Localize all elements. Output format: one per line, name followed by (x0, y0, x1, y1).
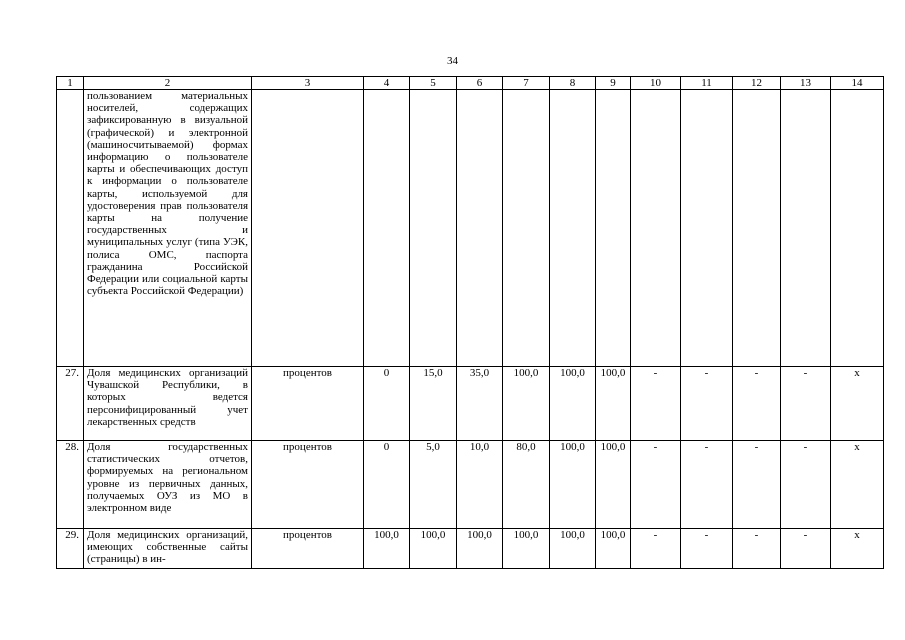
value-cell: - (733, 367, 781, 441)
value-cell: 35,0 (457, 367, 503, 441)
value-cell: - (631, 367, 681, 441)
value-cell: - (681, 441, 733, 529)
row-number: 29. (57, 529, 84, 569)
col-header-7: 7 (503, 77, 550, 90)
value-cell: 100,0 (550, 441, 596, 529)
value-cell: - (781, 367, 831, 441)
value-cell: 0 (364, 441, 410, 529)
value-cell (457, 90, 503, 367)
unit-cell: процентов (252, 529, 364, 569)
value-cell (364, 90, 410, 367)
indicators-table (56, 76, 884, 569)
value-cell: - (681, 367, 733, 441)
value-cell (503, 90, 550, 367)
value-cell: 100,0 (596, 441, 631, 529)
value-cell: 100,0 (457, 529, 503, 569)
col-header-10: 10 (631, 77, 681, 90)
value-cell: 5,0 (410, 441, 457, 529)
value-cell: - (733, 529, 781, 569)
page-number: 34 (447, 55, 458, 67)
row-number (57, 90, 84, 367)
table-row (57, 90, 884, 367)
col-header-14: 14 (831, 77, 884, 90)
col-header-11: 11 (681, 77, 733, 90)
value-cell: 100,0 (503, 529, 550, 569)
value-cell: 100,0 (550, 367, 596, 441)
indicator-name: пользованием материальных носителей, содержащих зафиксированную в визуальной (графической) и электронной (машиносчитываемой) формах информацию о пользователе карты и обеспечивающих доступ к информации о пользователе карты, используемой для удостоверения прав пользователя карты на получение государственных и муниципальных услуг (типа УЭК, полиса ОМС, паспорта гражданина Российской Федерации или социальной карты субъекта Российской Федерации) (84, 90, 252, 367)
value-cell: x (831, 529, 884, 569)
value-cell: 100,0 (550, 529, 596, 569)
value-cell: - (781, 529, 831, 569)
unit-cell (252, 90, 364, 367)
value-cell (550, 90, 596, 367)
col-header-1: 1 (57, 77, 84, 90)
col-header-3: 3 (252, 77, 364, 90)
value-cell: 100,0 (364, 529, 410, 569)
value-cell: 0 (364, 367, 410, 441)
col-header-13: 13 (781, 77, 831, 90)
value-cell: 100,0 (503, 367, 550, 441)
value-cell: 100,0 (596, 367, 631, 441)
value-cell: - (631, 441, 681, 529)
value-cell (831, 90, 884, 367)
col-header-9: 9 (596, 77, 631, 90)
value-cell (631, 90, 681, 367)
col-header-6: 6 (457, 77, 503, 90)
row-number: 27. (57, 367, 84, 441)
value-cell (681, 90, 733, 367)
unit-cell: процентов (252, 367, 364, 441)
indicator-name: Доля государственных статистических отчетов, формируемых на региональном уровне из первичных данных, получаемых ОУЗ из МО в электронном виде (84, 441, 252, 529)
value-cell: x (831, 441, 884, 529)
value-cell: 10,0 (457, 441, 503, 529)
table-row (57, 367, 884, 441)
value-cell: x (831, 367, 884, 441)
table-row (57, 441, 884, 529)
indicator-name: Доля медицинских организаций Чувашской Республики, в которых ведется персонифицированный учет лекарственных средств (84, 367, 252, 441)
value-cell: - (733, 441, 781, 529)
value-cell: 100,0 (596, 529, 631, 569)
value-cell: - (681, 529, 733, 569)
value-cell: 80,0 (503, 441, 550, 529)
value-cell: - (631, 529, 681, 569)
unit-cell: процентов (252, 441, 364, 529)
table-row (57, 529, 884, 569)
value-cell: - (781, 441, 831, 529)
value-cell: 15,0 (410, 367, 457, 441)
col-header-5: 5 (410, 77, 457, 90)
col-header-2: 2 (84, 77, 252, 90)
header-row (57, 77, 884, 90)
row-number: 28. (57, 441, 84, 529)
value-cell (410, 90, 457, 367)
value-cell (781, 90, 831, 367)
col-header-12: 12 (733, 77, 781, 90)
col-header-8: 8 (550, 77, 596, 90)
value-cell: 100,0 (410, 529, 457, 569)
value-cell (596, 90, 631, 367)
col-header-4: 4 (364, 77, 410, 90)
indicator-name: Доля медицинских организаций, имеющих собственные сайты (страницы) в ин- (84, 529, 252, 569)
value-cell (733, 90, 781, 367)
